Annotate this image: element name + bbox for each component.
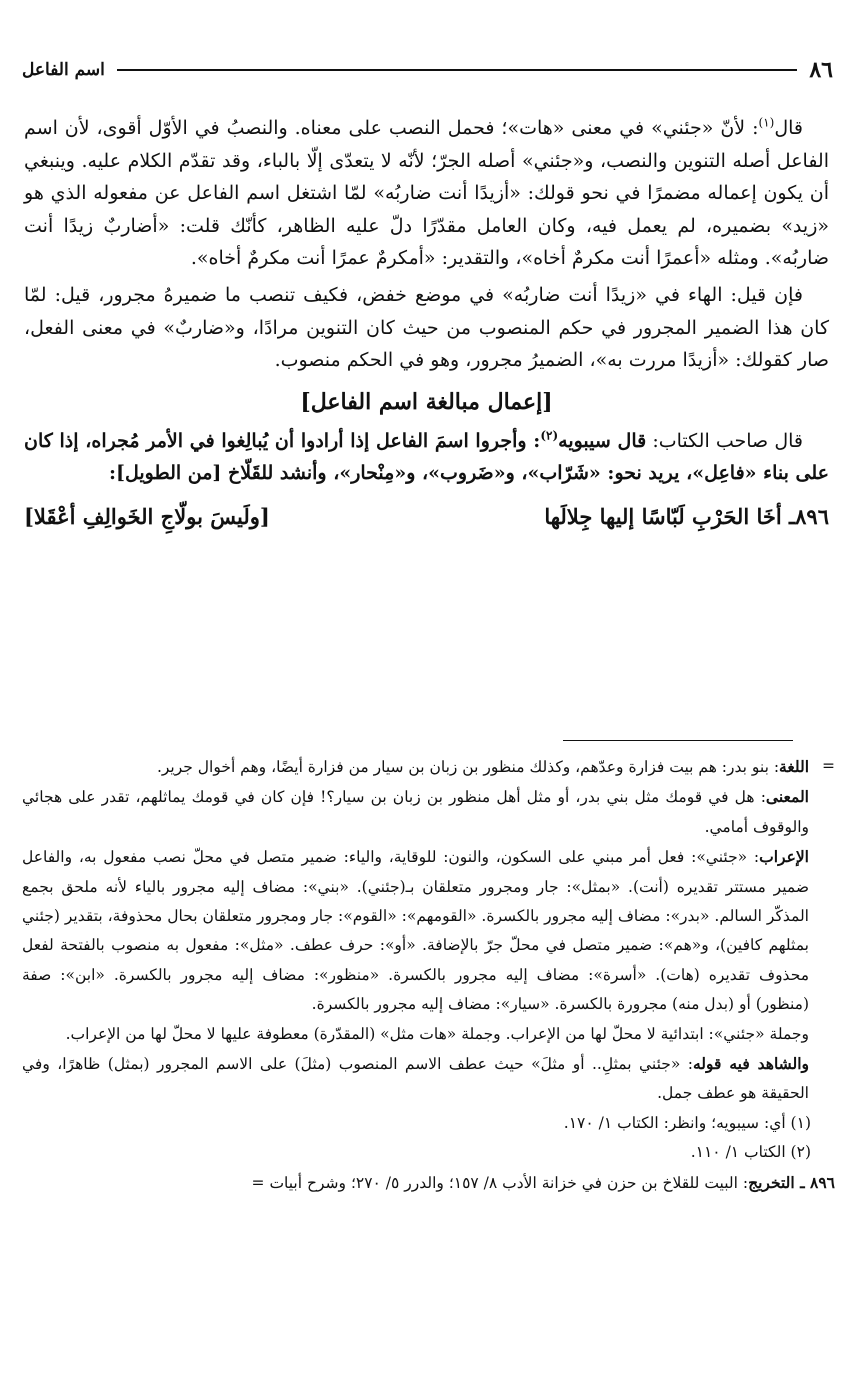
note-shahid-text: : «جئني بمثلِ.. أو مثلَ» حيث عطف الاسم المنصوب (مثلَ) على الاسم المجرور (بمثل) ظاهرًا، وفي الحقيقة هو عطف جمل.	[22, 1055, 809, 1103]
note-shahid	[22, 1049, 835, 1109]
note-maana-label: المعنى	[765, 787, 809, 807]
footnotes	[22, 752, 835, 1198]
footnote-separator	[563, 740, 793, 741]
paragraph-1	[24, 112, 829, 275]
footnote-ref-2: (٢)	[540, 428, 559, 443]
note-takhrij	[22, 1168, 835, 1198]
note-shahid-label: والشاهد فيه قوله	[692, 1054, 810, 1074]
note-irab-text: : «جئني»: فعل أمر مبني على السكون، والنون: للوقاية، والياء: ضمير متصل في محلّ نصب مفعول به، والفاعل ضمير مستتر تقديره (أنت). «بمثل»: جار ومجرور متعلقان بـ(جئني). «بني»: مضاف إليه مجرور بالياء لأنه ملحق بجمع المذكّر السالم. «بدر»: مضاف إليه مجرور بالكسرة. «القومهم»: «القوم»: جار ومجرور متعلقان بحال محذوفة، بتقدير (جئني بمثلهم كافين)، و«هم»: ضمير متصل في محلّ جرّ بالإضافة. «أو»: حرف عطف. «مثل»: مفعول به منصوب بالفتحة لفعل محذوف تقديره (هات). «أسرة»: مضاف إليه مجرور بالكسرة. «منظور»: مضاف إليه مجرور بالكسرة. «ابن»: صفة (منظور) أو (بدل منه) مجرورة بالكسرة. «سيار»: مضاف إليه مجرور بالكسرة.	[22, 848, 809, 1014]
main-text	[24, 112, 829, 534]
note-maana-text: : هل في قومك مثل بني بدر، أو مثل أهل منظور بن زبان بن سيار؟! فإن كان في قومك يماثلهم، تقدر على هجائي والوقوف أمامي.	[22, 788, 809, 836]
note-irab-label: الإعراب	[759, 847, 809, 867]
section-heading: [إعمال مبالغة اسم الفاعل]	[300, 388, 553, 415]
footnote-ref-1: (١)	[758, 115, 775, 130]
page-number: ٨٦	[809, 57, 833, 83]
paragraph-2: فإن قيل: الهاء في «زيدًا أنت ضاربُه» في موضع خفض، فكيف تنصب ما ضميرهُ مجرور، قيل: لمّا كان هذا الضمير المجرور في حكم المنصوب من حيث كان التنوين مرادًا، و«ضاربٌ» في معنى الفعل، صار كقولك: «أزيدًا مررت به»، الضميرُ مجرور، وهو في الحكم منصوب.	[24, 283, 829, 372]
chapter-title: اسم الفاعل	[22, 60, 105, 80]
p3-lead: قال صاحب الكتاب:	[646, 429, 804, 452]
verse-first-hemistich: ٨٩٦ـ أخَا الحَرْبِ لَبّاسًا إليها جِلالَها	[544, 503, 829, 529]
note-maana	[22, 782, 835, 842]
takhrij-text: : البيت للقلاخ بن حزن في خزانة الأدب ٨/ ١٥٧؛ والدرر ٥/ ٢٧٠؛ وشرح أبيات =	[251, 1173, 749, 1192]
paragraph-3	[24, 425, 829, 490]
takhrij-label: التخريج	[748, 1172, 795, 1192]
p1-text: : لأنّ «جئني» في معنى «هات»؛ فحمل النصب على معناه. والنصبُ في الأوّل أقوى، لأن اسم الفاعل أصله التنوين والنصب، و«جئني» أصله الجرّ؛ لأنّه لا يتعدّى إلّا بالباء، وقد تقدّم الكلام عليه. وينبغي أن يكون إعماله مضمرًا في نحو قولك: «أزيدًا أنت ضاربُه» لمّا اشتغل اسم الفاعل عن مفعوله الذي هو «زيد» بضميره، لم يعمل فيه، وكان العامل مقدّرًا دلّ عليه الظاهر، كأنّك قلت: «أضاربٌ زيدًا أنت ضاربُه». ومثله «أعمرًا أنت مكرمٌ أخاه»، والتقدير: «أمكرمٌ عمرًا أنت مكرمٌ أخاه».	[24, 117, 829, 270]
note-lugha-label: اللغة	[779, 757, 809, 776]
p1-lead: قال	[774, 117, 803, 139]
continuation-marker: =	[822, 757, 835, 775]
note-irab	[22, 842, 835, 1019]
header-rule	[117, 69, 797, 71]
p3-bold-sibawayh: قال سيبويه	[558, 429, 647, 452]
takhrij-number: ٨٩٦ ـ	[794, 1172, 835, 1192]
note-jumla: وجملة «جئني»: ابتدائية لا محلّ لها من الإعراب. وجملة «هات مثل» (المقدّرة) معطوفة عليها لا محلّ لها من الإعراب.	[65, 1024, 809, 1043]
verse-second-hemistich: [ولَيسَ بولّاجِ الخَوالِفِ أعْقَلا]	[24, 503, 270, 529]
note-lugha	[22, 752, 835, 782]
note-lugha-text: : بنو بدر: هم بيت فزارة وعدّهم، وكذلك منظور بن زبان بن سيار من فزارة أيضًا، وهم أخوال جرير.	[156, 758, 780, 776]
footnote-1: (١) أي: سيبويه؛ وانظر: الكتاب ١/ ١٧٠.	[563, 1113, 811, 1132]
p3-bold-quote: : وأجروا اسمَ الفاعل إذا أرادوا أن يُبالِغوا في الأمر مُجراه، إذا كان على بناء «فاعِل»، يريد نحو: «شَرّاب»، و«ضَروب»، و«مِنْحار»، وأنشد للقَلّاخ [من الطويل]:	[24, 429, 829, 485]
running-header	[22, 52, 833, 88]
footnote-2: (٢) الكتاب ١/ ١١٠.	[690, 1143, 811, 1162]
poetry-verse	[24, 500, 829, 534]
